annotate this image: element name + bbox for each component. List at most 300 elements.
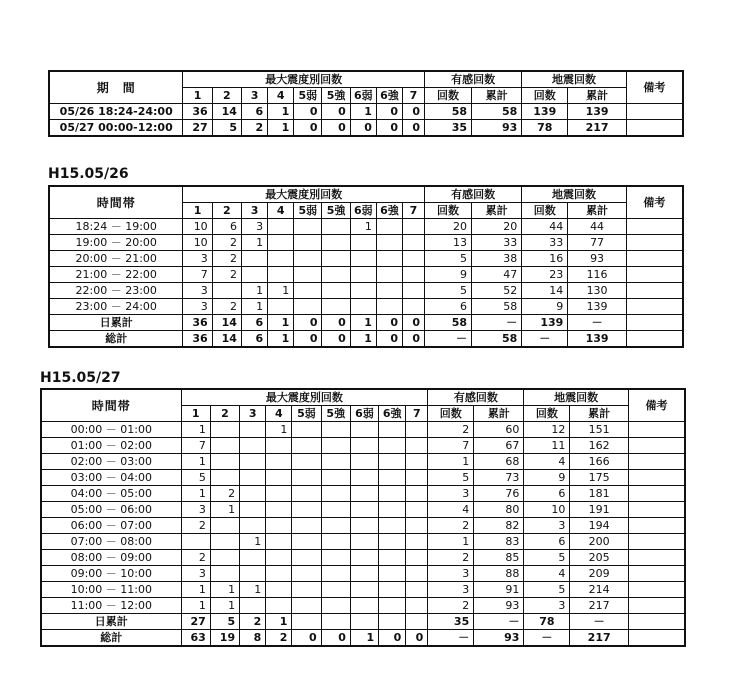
intensity-count-cell	[292, 486, 321, 502]
quake-cumulative-cell: 181	[570, 486, 629, 502]
hourly-row	[41, 534, 685, 550]
quake-count-cell: 9	[524, 470, 570, 486]
summary-table	[48, 70, 684, 137]
summary-row	[49, 104, 683, 120]
quake-count-cell: 23	[522, 267, 568, 283]
intensity-count-cell	[403, 251, 425, 267]
felt-count-cell: 5	[428, 470, 474, 486]
intensity-count-cell: 1	[268, 331, 294, 348]
quake-cumulative-cell: 217	[570, 630, 629, 647]
header-intensity-level: 5弱	[294, 203, 322, 219]
intensity-count-cell: 1	[268, 104, 294, 120]
intensity-count-cell	[406, 598, 428, 614]
intensity-count-cell	[292, 502, 321, 518]
quake-cumulative-cell: 191	[570, 502, 629, 518]
intensity-count-cell: 2	[181, 550, 210, 566]
header-intensity-level: 4	[268, 88, 294, 104]
intensity-count-cell: 1	[181, 582, 210, 598]
intensity-count-cell	[406, 454, 428, 470]
intensity-count-cell: 36	[183, 104, 212, 120]
header-quake: 地震回数	[522, 186, 627, 203]
intensity-count-cell	[321, 438, 350, 454]
intensity-count-cell	[266, 566, 292, 582]
felt-cumulative-cell: 68	[474, 454, 524, 470]
intensity-count-cell	[350, 267, 376, 283]
intensity-count-cell	[240, 486, 266, 502]
intensity-count-cell: 1	[266, 614, 292, 630]
intensity-count-cell	[350, 518, 378, 534]
quake-cumulative-cell: 217	[570, 598, 629, 614]
intensity-count-cell	[406, 614, 428, 630]
intensity-count-cell	[379, 550, 406, 566]
header-intensity-level: 2	[212, 88, 241, 104]
felt-count-cell: 13	[424, 235, 471, 251]
intensity-count-cell	[292, 598, 321, 614]
row-label: 11:00 － 12:00	[41, 598, 181, 614]
quake-cumulative-cell: 200	[570, 534, 629, 550]
intensity-count-cell: 1	[268, 283, 294, 299]
intensity-count-cell: 0	[403, 104, 425, 120]
header-row-1	[49, 71, 683, 88]
header-intensity-level: 3	[240, 406, 266, 422]
intensity-count-cell: 0	[294, 315, 322, 331]
intensity-count-cell	[322, 299, 350, 315]
intensity-count-cell: 63	[181, 630, 210, 647]
intensity-count-cell: 0	[322, 331, 350, 348]
hourly-row	[49, 235, 683, 251]
row-label: 05:00 － 06:00	[41, 502, 181, 518]
intensity-count-cell	[322, 251, 350, 267]
remarks-cell	[628, 502, 685, 518]
felt-count-cell: 1	[428, 454, 474, 470]
intensity-count-cell	[268, 235, 294, 251]
intensity-count-cell: 2	[212, 267, 241, 283]
intensity-count-cell: 3	[181, 566, 210, 582]
intensity-count-cell	[210, 534, 239, 550]
felt-count-cell: 35	[424, 120, 471, 137]
header-intensity-level: 5強	[322, 203, 350, 219]
quake-count-cell: 5	[524, 550, 570, 566]
intensity-count-cell	[350, 422, 378, 438]
intensity-count-cell: 0	[376, 315, 402, 331]
header-max-intensity: 最大震度別回数	[181, 389, 428, 406]
intensity-count-cell	[294, 219, 322, 235]
hourly-row	[49, 283, 683, 299]
intensity-count-cell	[403, 299, 425, 315]
felt-count-cell: 20	[424, 219, 471, 235]
hourly-row	[49, 299, 683, 315]
hourly-row	[49, 251, 683, 267]
quake-cumulative-cell: 139	[568, 331, 627, 348]
intensity-count-cell: 6	[212, 219, 241, 235]
header-intensity-level: 7	[406, 406, 428, 422]
row-label: 09:00 － 10:00	[41, 566, 181, 582]
row-label: 03:00 － 04:00	[41, 470, 181, 486]
intensity-count-cell	[350, 251, 376, 267]
intensity-count-cell	[376, 267, 402, 283]
header-intensity-level: 4	[266, 406, 292, 422]
intensity-count-cell	[350, 470, 378, 486]
intensity-count-cell	[210, 470, 239, 486]
remarks-cell	[628, 614, 685, 630]
quake-count-cell: 44	[522, 219, 568, 235]
intensity-count-cell: 2	[210, 486, 239, 502]
header-intensity-level: 2	[210, 406, 239, 422]
quake-cumulative-cell: 162	[570, 438, 629, 454]
header-intensity-level: 7	[403, 203, 425, 219]
quake-cumulative-cell: 139	[568, 104, 627, 120]
felt-count-cell: 3	[428, 566, 474, 582]
hourly-row	[41, 550, 685, 566]
intensity-count-cell: 0	[292, 630, 321, 647]
intensity-count-cell	[292, 582, 321, 598]
intensity-count-cell: 0	[294, 331, 322, 348]
header-remarks: 備考	[628, 389, 685, 422]
intensity-count-cell	[322, 219, 350, 235]
row-label: 18:24 － 19:00	[49, 219, 183, 235]
intensity-count-cell	[350, 582, 378, 598]
intensity-count-cell: 14	[212, 331, 241, 348]
intensity-count-cell	[403, 219, 425, 235]
quake-count-cell: 3	[524, 518, 570, 534]
intensity-count-cell	[292, 566, 321, 582]
intensity-count-cell	[403, 267, 425, 283]
hourly-row	[41, 486, 685, 502]
header-intensity-level: 6弱	[350, 88, 376, 104]
felt-count-cell: 2	[428, 518, 474, 534]
quake-count-cell: 3	[524, 598, 570, 614]
remarks-cell	[626, 104, 683, 120]
intensity-count-cell: 1	[350, 104, 376, 120]
hourly-row	[41, 470, 685, 486]
intensity-count-cell: 0	[403, 331, 425, 348]
felt-count-cell: 2	[428, 598, 474, 614]
intensity-count-cell: 3	[181, 502, 210, 518]
felt-count-cell: 58	[424, 104, 471, 120]
felt-cumulative-cell: 93	[472, 120, 522, 137]
hourly-row	[41, 598, 685, 614]
felt-cumulative-cell: 60	[474, 422, 524, 438]
intensity-count-cell: 1	[210, 582, 239, 598]
intensity-count-cell	[210, 566, 239, 582]
row-label: 00:00 － 01:00	[41, 422, 181, 438]
intensity-count-cell	[406, 470, 428, 486]
felt-cumulative-cell: 93	[474, 630, 524, 647]
remarks-cell	[628, 486, 685, 502]
grand-total-row	[49, 331, 683, 348]
row-label: 総計	[49, 331, 183, 348]
quake-cumulative-cell: 44	[568, 219, 627, 235]
quake-count-cell: 10	[524, 502, 570, 518]
quake-count-cell: 139	[522, 104, 568, 120]
intensity-count-cell: 6	[241, 104, 267, 120]
header-intensity-level: 5弱	[294, 88, 322, 104]
daily-total-row	[41, 614, 685, 630]
intensity-count-cell	[292, 470, 321, 486]
intensity-count-cell	[406, 582, 428, 598]
intensity-count-cell	[210, 422, 239, 438]
intensity-count-cell	[268, 251, 294, 267]
intensity-count-cell	[406, 486, 428, 502]
header-intensity-level: 2	[212, 203, 241, 219]
intensity-count-cell	[321, 598, 350, 614]
row-label: 22:00 － 23:00	[49, 283, 183, 299]
intensity-count-cell	[350, 438, 378, 454]
felt-cumulative-cell: 67	[474, 438, 524, 454]
intensity-count-cell	[350, 235, 376, 251]
intensity-count-cell	[379, 614, 406, 630]
header-row-1	[49, 186, 683, 203]
intensity-count-cell: 1	[268, 315, 294, 331]
quake-cumulative-cell: 217	[568, 120, 627, 137]
felt-count-cell: 5	[424, 251, 471, 267]
felt-cumulative-cell: 82	[474, 518, 524, 534]
remarks-cell	[628, 534, 685, 550]
felt-cumulative-cell: －	[472, 315, 522, 331]
intensity-count-cell	[292, 438, 321, 454]
intensity-count-cell: 7	[183, 267, 212, 283]
header-quake-count: 回数	[522, 88, 568, 104]
intensity-count-cell	[268, 219, 294, 235]
remarks-cell	[628, 422, 685, 438]
header-intensity-level: 1	[183, 203, 212, 219]
remarks-cell	[628, 582, 685, 598]
intensity-count-cell	[266, 518, 292, 534]
intensity-count-cell	[406, 534, 428, 550]
intensity-count-cell	[379, 598, 406, 614]
intensity-count-cell	[240, 550, 266, 566]
intensity-count-cell: 14	[212, 315, 241, 331]
intensity-count-cell	[321, 614, 350, 630]
header-intensity-level: 7	[403, 88, 425, 104]
felt-cumulative-cell: 85	[474, 550, 524, 566]
felt-cumulative-cell: 47	[472, 267, 522, 283]
intensity-count-cell	[321, 550, 350, 566]
quake-count-cell: 5	[524, 582, 570, 598]
intensity-count-cell	[266, 454, 292, 470]
header-remarks: 備考	[626, 71, 683, 104]
intensity-count-cell	[266, 582, 292, 598]
row-label: 19:00 － 20:00	[49, 235, 183, 251]
quake-cumulative-cell: 77	[568, 235, 627, 251]
felt-count-cell: 35	[428, 614, 474, 630]
quake-count-cell: 78	[522, 120, 568, 137]
intensity-count-cell	[350, 502, 378, 518]
intensity-count-cell	[240, 470, 266, 486]
felt-cumulative-cell: 83	[474, 534, 524, 550]
quake-count-cell: 14	[522, 283, 568, 299]
felt-cumulative-cell: 58	[472, 331, 522, 348]
header-intensity-level: 6強	[376, 203, 402, 219]
quake-count-cell: 9	[522, 299, 568, 315]
intensity-count-cell	[406, 438, 428, 454]
intensity-count-cell: 1	[210, 502, 239, 518]
intensity-count-cell	[292, 534, 321, 550]
intensity-count-cell	[210, 518, 239, 534]
intensity-count-cell	[268, 267, 294, 283]
felt-count-cell: －	[424, 331, 471, 348]
intensity-count-cell: 0	[379, 630, 406, 647]
felt-count-cell: 9	[424, 267, 471, 283]
intensity-count-cell	[212, 283, 241, 299]
felt-count-cell: 6	[424, 299, 471, 315]
row-label: 08:00 － 09:00	[41, 550, 181, 566]
intensity-count-cell: 2	[240, 614, 266, 630]
intensity-count-cell: 0	[350, 120, 376, 137]
intensity-count-cell: 0	[376, 120, 402, 137]
intensity-count-cell	[294, 283, 322, 299]
felt-count-cell: 2	[428, 422, 474, 438]
intensity-count-cell	[294, 299, 322, 315]
quake-cumulative-cell: 166	[570, 454, 629, 470]
quake-cumulative-cell: 194	[570, 518, 629, 534]
header-felt-cumulative: 累計	[474, 406, 524, 422]
quake-count-cell: 6	[524, 534, 570, 550]
intensity-count-cell: 0	[376, 104, 402, 120]
header-intensity-level: 4	[268, 203, 294, 219]
header-quake-count: 回数	[522, 203, 568, 219]
felt-cumulative-cell: 20	[472, 219, 522, 235]
intensity-count-cell: 1	[268, 120, 294, 137]
intensity-count-cell: 36	[183, 315, 212, 331]
remarks-cell	[628, 630, 685, 647]
row-label: 04:00 － 05:00	[41, 486, 181, 502]
intensity-count-cell	[268, 299, 294, 315]
intensity-count-cell	[376, 283, 402, 299]
quake-cumulative-cell: －	[568, 315, 627, 331]
intensity-count-cell	[266, 438, 292, 454]
hourly-row	[49, 267, 683, 283]
header-intensity-level: 6強	[376, 88, 402, 104]
hourly-row	[41, 566, 685, 582]
header-intensity-level: 5弱	[292, 406, 321, 422]
intensity-count-cell	[322, 235, 350, 251]
intensity-count-cell	[406, 518, 428, 534]
intensity-count-cell: 2	[212, 251, 241, 267]
remarks-cell	[628, 550, 685, 566]
intensity-count-cell	[350, 486, 378, 502]
intensity-count-cell	[241, 251, 267, 267]
hourly-row	[49, 219, 683, 235]
intensity-count-cell: 3	[183, 299, 212, 315]
remarks-cell	[626, 251, 683, 267]
intensity-count-cell	[379, 438, 406, 454]
intensity-count-cell: 0	[406, 630, 428, 647]
row-label: 21:00 － 22:00	[49, 267, 183, 283]
row-label: 02:00 － 03:00	[41, 454, 181, 470]
intensity-count-cell: 10	[183, 235, 212, 251]
hourly-row	[41, 502, 685, 518]
felt-count-cell: 4	[428, 502, 474, 518]
quake-cumulative-cell: 205	[570, 550, 629, 566]
quake-count-cell: 78	[524, 614, 570, 630]
intensity-count-cell	[379, 566, 406, 582]
quake-cumulative-cell: 139	[568, 299, 627, 315]
quake-count-cell: 6	[524, 486, 570, 502]
intensity-count-cell: 1	[350, 331, 376, 348]
quake-count-cell: 139	[522, 315, 568, 331]
intensity-count-cell: 1	[181, 598, 210, 614]
header-felt-count: 回数	[424, 88, 471, 104]
intensity-count-cell	[406, 550, 428, 566]
intensity-count-cell	[376, 299, 402, 315]
quake-count-cell: 12	[524, 422, 570, 438]
hourly-row	[41, 438, 685, 454]
felt-count-cell: －	[428, 630, 474, 647]
header-intensity-level: 6弱	[350, 406, 378, 422]
intensity-count-cell	[379, 582, 406, 598]
felt-count-cell: 5	[424, 283, 471, 299]
intensity-count-cell: 3	[241, 219, 267, 235]
header-quake-count: 回数	[524, 406, 570, 422]
felt-cumulative-cell: 93	[474, 598, 524, 614]
intensity-count-cell	[292, 422, 321, 438]
header-max-intensity: 最大震度別回数	[183, 186, 425, 203]
intensity-count-cell: 27	[181, 614, 210, 630]
intensity-count-cell	[321, 518, 350, 534]
hourly-table-0527	[40, 388, 686, 647]
header-intensity-level: 6強	[379, 406, 406, 422]
intensity-count-cell	[240, 454, 266, 470]
remarks-cell	[626, 331, 683, 348]
intensity-count-cell: 2	[266, 630, 292, 647]
intensity-count-cell	[379, 486, 406, 502]
intensity-count-cell	[240, 566, 266, 582]
quake-cumulative-cell: 151	[570, 422, 629, 438]
row-label: 07:00 － 08:00	[41, 534, 181, 550]
remarks-cell	[628, 566, 685, 582]
intensity-count-cell	[240, 502, 266, 518]
header-felt-count: 回数	[424, 203, 471, 219]
intensity-count-cell	[210, 550, 239, 566]
row-label: 日累計	[49, 315, 183, 331]
header-quake: 地震回数	[522, 71, 627, 88]
daily-total-row	[49, 315, 683, 331]
intensity-count-cell	[321, 566, 350, 582]
remarks-cell	[626, 235, 683, 251]
intensity-count-cell	[322, 267, 350, 283]
intensity-count-cell	[266, 470, 292, 486]
felt-cumulative-cell: 52	[472, 283, 522, 299]
header-timeband: 時間帯	[41, 389, 181, 422]
header-quake-cumulative: 累計	[568, 88, 627, 104]
intensity-count-cell: 1	[350, 315, 376, 331]
intensity-count-cell: 2	[212, 299, 241, 315]
header-intensity-level: 3	[241, 88, 267, 104]
felt-count-cell: 1	[428, 534, 474, 550]
felt-count-cell: 3	[428, 582, 474, 598]
row-label: 06:00 － 07:00	[41, 518, 181, 534]
hourly-row	[41, 518, 685, 534]
intensity-count-cell: 2	[181, 518, 210, 534]
intensity-count-cell	[266, 550, 292, 566]
remarks-cell	[626, 299, 683, 315]
intensity-count-cell: 5	[210, 614, 239, 630]
intensity-count-cell: 1	[350, 630, 378, 647]
header-felt-count: 回数	[428, 406, 474, 422]
remarks-cell	[628, 438, 685, 454]
intensity-count-cell: 1	[210, 598, 239, 614]
intensity-count-cell: 14	[212, 104, 241, 120]
row-label: 05/26 18:24-24:00	[49, 104, 183, 120]
header-intensity-level: 3	[241, 203, 267, 219]
intensity-count-cell	[210, 454, 239, 470]
header-intensity-level: 5強	[322, 88, 350, 104]
header-period: 期 間	[49, 71, 183, 104]
quake-cumulative-cell: 175	[570, 470, 629, 486]
felt-count-cell: 7	[428, 438, 474, 454]
header-felt: 有感回数	[428, 389, 524, 406]
